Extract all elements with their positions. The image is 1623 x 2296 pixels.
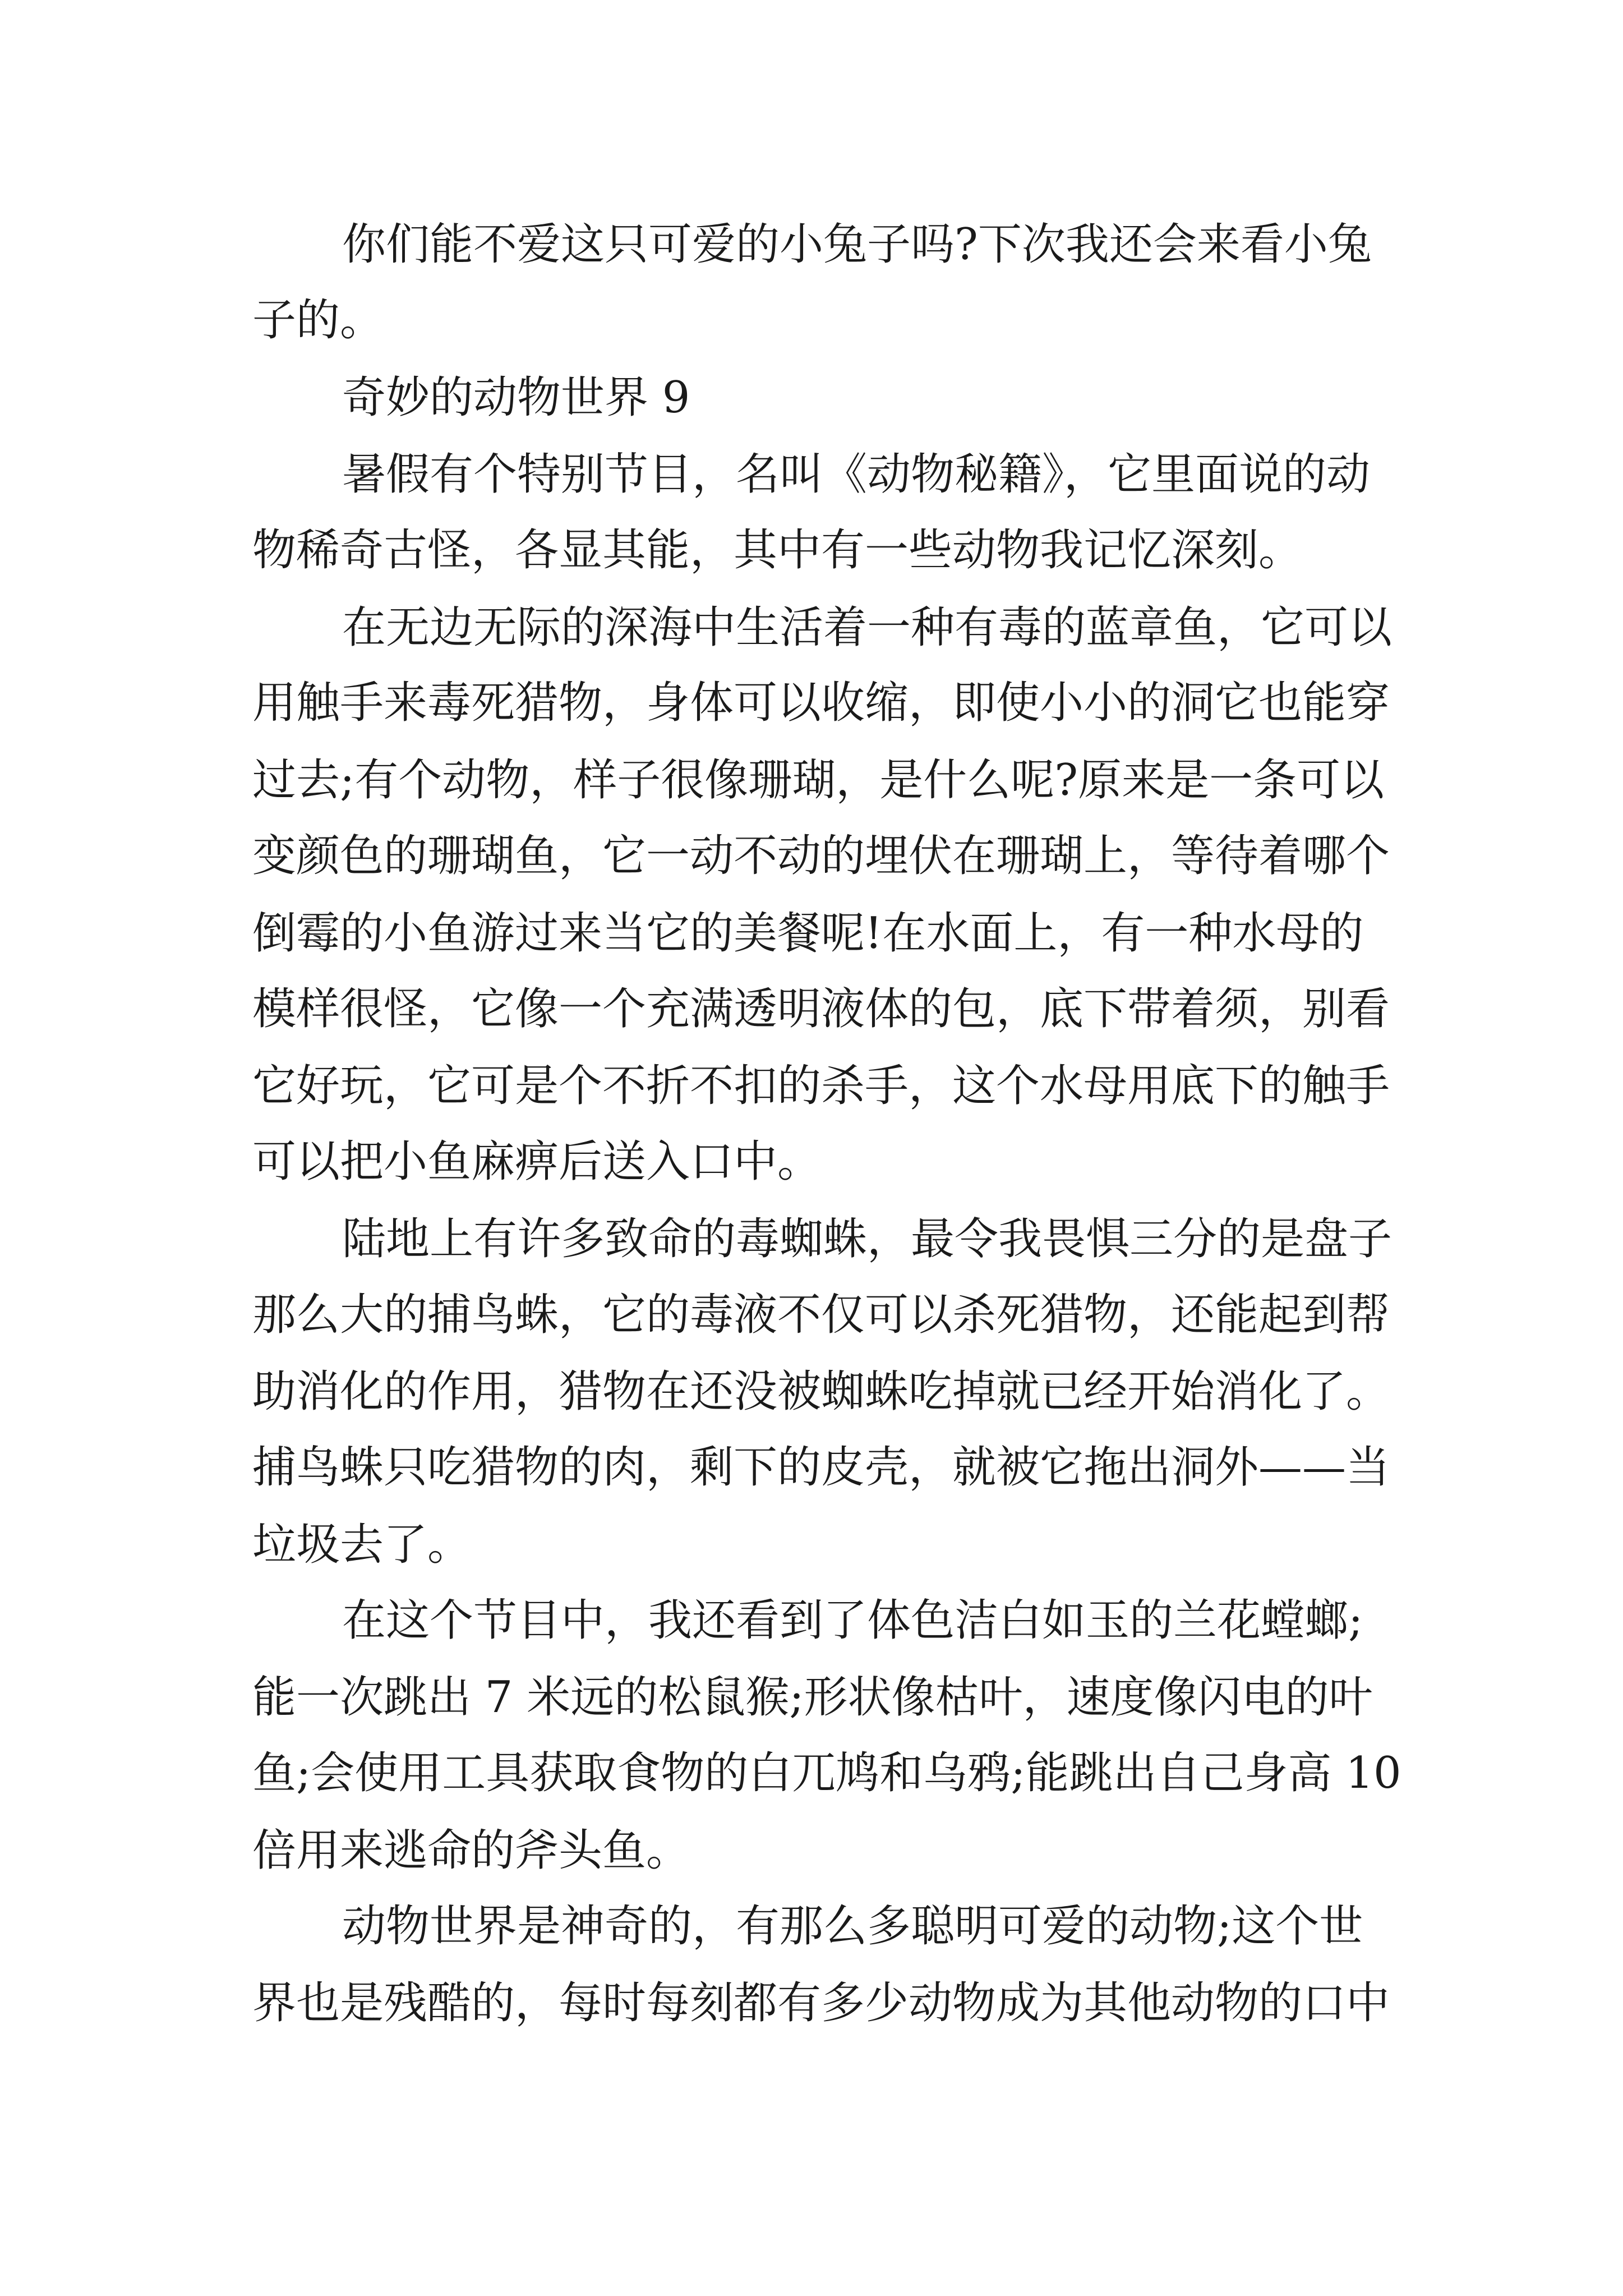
paragraph-line: 垃圾去了。 [252, 1520, 472, 1570]
paragraph-line: 动物世界是神奇的，有那么多聪明可爱的动物;这个世 [342, 1901, 1363, 1952]
paragraph-line: 它好玩，它可是个不折不扣的杀手，这个水母用底下的触手 [252, 1061, 1390, 1111]
paragraph-line: 倍用来逃命的斧头鱼。 [252, 1825, 690, 1876]
paragraph-line: 你们能不爱这只可爱的小兔子吗?下次我还会来看小兔 [342, 219, 1372, 270]
paragraph-line: 鱼;会使用工具获取食物的白兀鸠和乌鸦;能跳出自己身高 10 [252, 1748, 1401, 1798]
paragraph-line: 可以把小鱼麻痹后送入口中。 [252, 1137, 822, 1187]
paragraph-line: 变颜色的珊瑚鱼，它一动不动的埋伏在珊瑚上，等待着哪个 [252, 831, 1390, 881]
paragraph-line: 在无边无际的深海中生活着一种有毒的蓝章鱼，它可以 [342, 602, 1393, 653]
paragraph-line: 暑假有个特别节目，名叫《动物秘籍》，它里面说的动 [342, 449, 1371, 500]
paragraph-line: 捕鸟蛛只吃猎物的肉，剩下的皮壳，就被它拖出洞外——当 [252, 1442, 1390, 1493]
paragraph-line: 过去;有个动物，样子很像珊瑚，是什么呢?原来是一条可以 [252, 755, 1385, 806]
paragraph-line: 能一次跳出 7 米远的松鼠猴;形状像枯叶，速度像闪电的叶 [252, 1672, 1373, 1723]
paragraph-line: 模样很怪，它像一个充满透明液体的包，底下带着须，别看 [252, 984, 1390, 1034]
paragraph-line: 在这个节目中，我还看到了体色洁白如玉的兰花螳螂; [342, 1595, 1363, 1646]
paragraph-line: 助消化的作用，猎物在还没被蜘蛛吃掉就已经开始消化了。 [252, 1366, 1390, 1417]
paragraph-line: 物稀奇古怪，各显其能，其中有一些动物我记忆深刻。 [252, 525, 1303, 576]
section-heading: 奇妙的动物世界 9 [342, 372, 690, 423]
paragraph-line: 那么大的捕鸟蛛，它的毒液不仅可以杀死猎物，还能起到帮 [252, 1290, 1390, 1340]
paragraph-line: 陆地上有许多致命的毒蜘蛛，最令我畏惧三分的是盘子 [342, 1214, 1393, 1264]
paragraph-line: 界也是残酷的，每时每刻都有多少动物成为其他动物的口中 [252, 1978, 1390, 2028]
paragraph-line: 用触手来毒死猎物，身体可以收缩，即使小小的洞它也能穿 [252, 678, 1390, 728]
paragraph-line: 子的。 [252, 295, 384, 346]
paragraph-line: 倒霉的小鱼游过来当它的美餐呢!在水面上，有一种水母的 [252, 908, 1364, 959]
